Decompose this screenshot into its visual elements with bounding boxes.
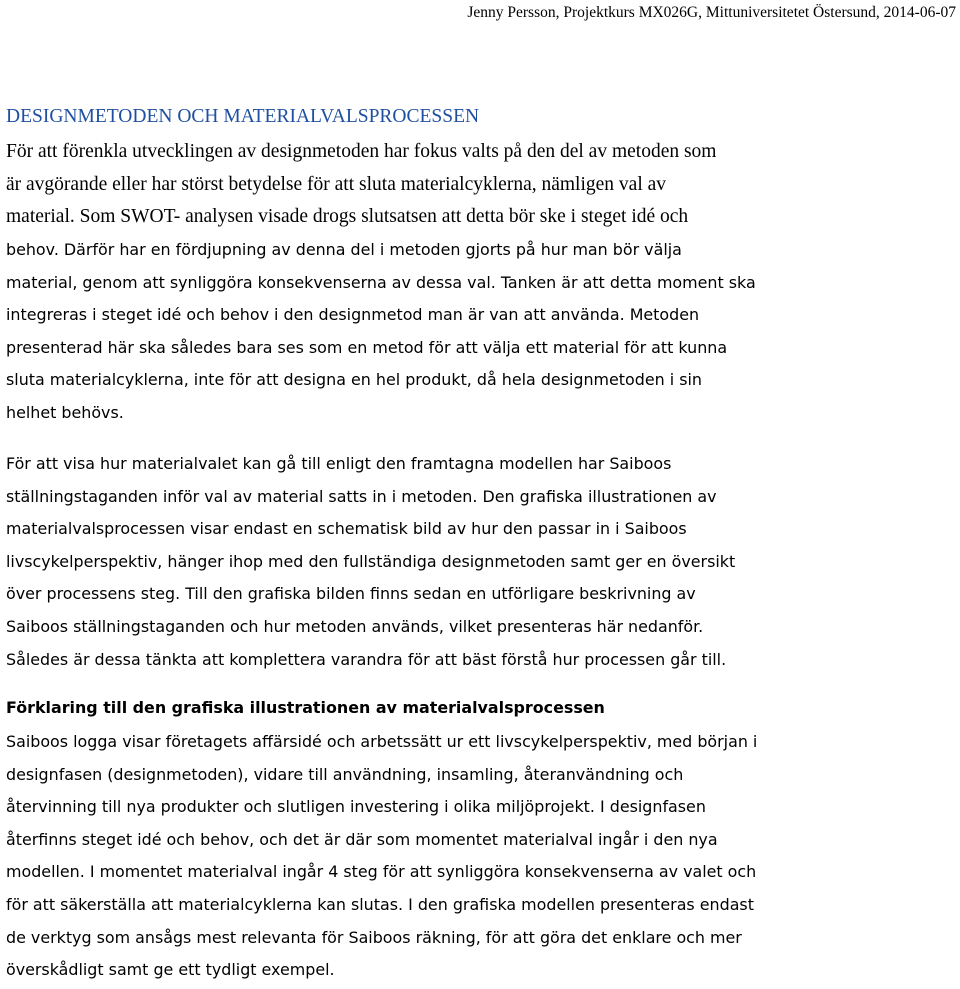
subsection-heading: Förklaring till den grafiska illustrationen av materialvalsprocessen	[6, 698, 605, 717]
paragraph-line: integreras i steget idé och behov i den designmetod man är van att använda. Metoden	[6, 305, 700, 325]
intro-paragraph	[6, 136, 716, 234]
explanation-paragraph	[6, 726, 757, 987]
paragraph-line: Saiboos ställningstaganden och hur metoden används, vilket presenteras här nedanför.	[6, 616, 704, 636]
paragraph-line: för att säkerställa att materialcyklerna kan slutas. I den grafiska modellen presenteras endast	[6, 894, 754, 914]
paragraph-line: överskådligt samt ge ett tydligt exempel.	[6, 960, 335, 980]
paragraph-line: de verktyg som ansågs mest relevanta för Saiboos räkning, för att göra det enklare och mer	[6, 927, 742, 947]
paragraph-line: över processens steg. Till den grafiska bilden finns sedan en utförligare beskrivning av	[6, 584, 696, 604]
running-header: Jenny Persson, Projektkurs MX026G, Mittuniversitetet Östersund, 2014-06-07	[467, 4, 956, 21]
paragraph-line: material. Som SWOT- analysen visade drogs slutsatsen att detta bör ske i steget idé och	[6, 206, 689, 228]
paragraph-line: livscykelperspektiv, hänger ihop med den fullständiga designmetoden samt ger en översikt	[6, 551, 736, 571]
paragraph-line: För att visa hur materialvalet kan gå till enligt den framtagna modellen har Saiboos	[6, 454, 672, 473]
illustration-paragraph	[6, 448, 735, 676]
paragraph-line: sluta materialcyklerna, inte för att designa en hel produkt, då hela designmetoden i sin	[6, 370, 702, 390]
paragraph-line: modellen. I momentet materialval ingår 4 steg för att synliggöra konsekvenserna av valet och	[6, 862, 757, 882]
paragraph-line: Saiboos logga visar företagets affärsidé och arbetssätt ur ett livscykelperspektiv, med början i	[6, 732, 758, 751]
paragraph-line: designfasen (designmetoden), vidare till användning, insamling, återanvändning och	[6, 764, 684, 784]
paragraph-line: återfinns steget idé och behov, och det är där som momentet materialval ingår i den nya	[6, 829, 718, 849]
paragraph-line: är avgörande eller har störst betydelse för att sluta materialcyklerna, nämligen val av	[6, 173, 667, 195]
paragraph-line: material, genom att synliggöra konsekvenserna av dessa val. Tanken är att detta moment ska	[6, 272, 756, 292]
method-paragraph	[6, 234, 756, 430]
paragraph-line: helhet behövs.	[6, 402, 124, 422]
paragraph-line: återvinning till nya produkter och slutligen investering i olika miljöprojekt. I designfasen	[6, 797, 706, 817]
paragraph-line: Således är dessa tänkta att komplettera varandra för att bäst förstå hur processen går till.	[6, 649, 727, 669]
paragraph-line: ställningstaganden inför val av material satts in i metoden. Den grafiska illustrationen av	[6, 486, 717, 506]
paragraph-line: För att förenkla utvecklingen av designmetoden har fokus valts på den del av metoden som	[6, 141, 717, 162]
paragraph-line: materialvalsprocessen visar endast en schematisk bild av hur den passar in i Saiboos	[6, 519, 687, 539]
paragraph-line: behov. Därför har en fördjupning av denna del i metoden gjorts på hur man bör välja	[6, 240, 682, 259]
paragraph-line: presenterad här ska således bara ses som en metod för att välja ett material för att kunna	[6, 337, 728, 357]
section-heading: DESIGNMETODEN OCH MATERIALVALSPROCESSEN	[6, 106, 480, 127]
